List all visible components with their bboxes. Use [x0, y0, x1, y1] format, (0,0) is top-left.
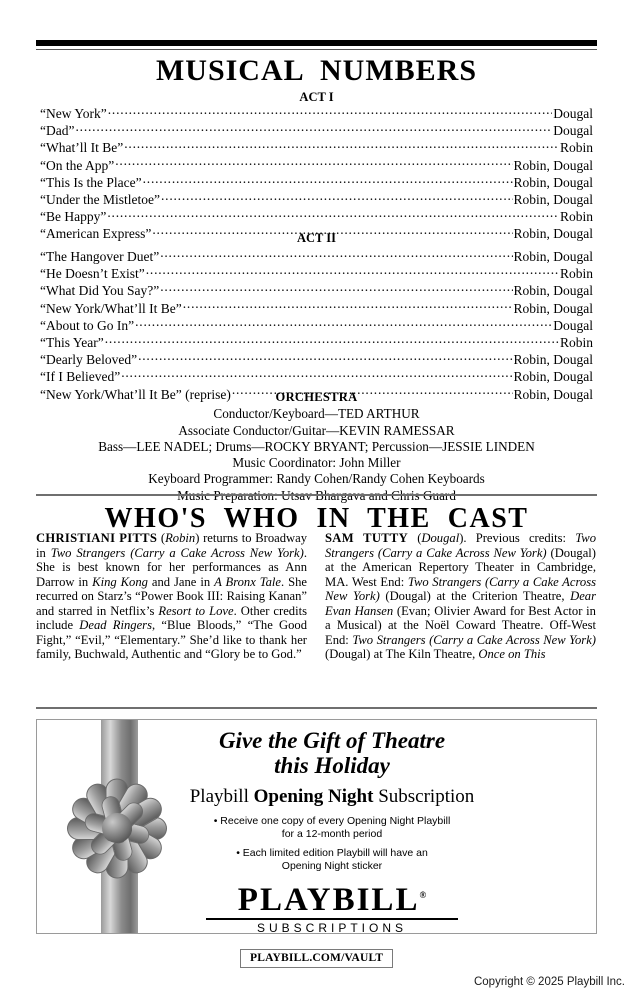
- orchestra-credit-line: Music Coordinator: John Miller: [232, 455, 401, 471]
- playbill-vault-link[interactable]: PLAYBILL.COM/VAULT: [240, 949, 393, 968]
- song-row: [40, 300, 593, 317]
- logo-underline: [206, 918, 458, 920]
- playbill-logo: [187, 878, 477, 917]
- song-row: [40, 248, 593, 265]
- dot-leader: [143, 174, 513, 187]
- ad-bullet-2-line-2: Opening Night sticker: [281, 859, 383, 872]
- dot-leader: [138, 351, 512, 364]
- dot-leader: [107, 208, 559, 221]
- song-performer: Robin: [559, 335, 593, 351]
- cast-bios: [36, 531, 597, 662]
- song-title: “On the App”: [40, 157, 115, 173]
- song-title: “This Year”: [40, 335, 104, 351]
- ad-sub-bold: Opening Night: [253, 786, 374, 807]
- song-performer: Dougal: [553, 106, 593, 121]
- ad-bullet-2: [187, 847, 477, 872]
- dot-leader: [121, 368, 512, 381]
- song-title: “What Did You Say?”: [40, 283, 160, 299]
- section-divider-bottom: [36, 707, 597, 709]
- song-title: “New York/What’ll It Be”: [40, 300, 182, 316]
- bow-center: [102, 813, 132, 843]
- dot-leader: [105, 334, 559, 347]
- song-title: “Dad”: [40, 123, 75, 139]
- ad-copy: [187, 728, 477, 934]
- song-title: “The Hangover Duet”: [40, 249, 160, 264]
- ad-bullet-1: [187, 815, 477, 840]
- song-title: “If I Believed”: [40, 369, 121, 385]
- cast-bio-sam-tutty: SAM TUTTY (Dougal). Previous credits: Two Strangers (Carry a Cake Across New York) (Dougal) at the American Repertory Theater in Cambridge, MA. West End: Two Strangers (Carry a Cake Across New York) (Dougal) at the Criterion Theatre, Dear Evan Hansen (Evan; Olivier Award for Best Actor in a Musical) at the Noël Coward Theatre. Off-West End: Two Strangers (Carry a Cake Across New York) (Dougal) at The Kiln Theatre, Once on This: [325, 531, 597, 662]
- song-row: [40, 351, 593, 368]
- dot-leader: [75, 122, 552, 135]
- ad-bullet-1-line-2: for a 12-month period: [281, 827, 383, 840]
- ad-subheadline: [187, 785, 477, 809]
- ad-bullet-2-line-1: • Each limited edition Playbill will have an: [236, 847, 428, 860]
- page-title-musical-numbers: MUSICAL NUMBERS: [155, 54, 478, 87]
- song-title: “Under the Mistletoe”: [40, 192, 160, 208]
- song-row: [40, 368, 593, 385]
- orchestra-credit-line: Conductor/Keyboard—TED ARTHUR: [213, 406, 420, 422]
- act-1-heading: ACT I: [299, 90, 334, 104]
- song-row: [40, 139, 593, 156]
- dot-leader: [160, 282, 512, 295]
- orchestra-credit-line: Bass—LEE NADEL; Drums—ROCKY BRYANT; Percussion—JESSIE LINDEN: [98, 438, 535, 454]
- act-2-heading: ACT II: [296, 231, 337, 245]
- song-row: [40, 191, 593, 208]
- dot-leader: [108, 105, 553, 118]
- song-row: [40, 208, 593, 225]
- song-performer: Robin, Dougal: [513, 352, 593, 368]
- orchestra-heading: ORCHESTRA: [275, 390, 358, 404]
- song-title: “He Doesn’t Exist”: [40, 266, 145, 282]
- song-performer: Robin, Dougal: [513, 226, 593, 242]
- song-performer: Robin: [559, 209, 593, 225]
- song-performer: Robin, Dougal: [513, 157, 593, 173]
- song-row: [40, 105, 593, 122]
- dot-leader: [124, 139, 559, 152]
- playbill-subscription-ad[interactable]: [36, 719, 597, 934]
- song-title: “What’ll It Be”: [40, 140, 124, 156]
- ad-bullet-1-line-1: • Receive one copy of every Opening Night Playbill: [213, 815, 451, 827]
- page-title-whos-who: WHO'S WHO IN THE CAST: [104, 503, 529, 534]
- song-performer: Dougal: [553, 317, 593, 333]
- song-title: “Be Happy”: [40, 209, 107, 225]
- dot-leader: [135, 317, 552, 330]
- song-performer: Robin, Dougal: [513, 174, 593, 190]
- song-performer: Robin, Dougal: [513, 300, 593, 316]
- song-row: [40, 317, 593, 334]
- song-title: “About to Go In”: [40, 317, 135, 333]
- ad-headline-line-1: Give the Gift of Theatre: [218, 728, 446, 753]
- dot-leader: [183, 300, 513, 313]
- song-row: [40, 265, 593, 282]
- song-performer: Robin, Dougal: [513, 192, 593, 208]
- song-title: “Dearly Beloved”: [40, 352, 138, 368]
- song-performer: Robin, Dougal: [513, 283, 593, 299]
- top-rule-thin: [36, 49, 597, 50]
- cast-bio-christiani-pitts: CHRISTIANI PITTS (Robin) returns to Broadway in Two Strangers (Carry a Cake Across New York). She is best known for her performances as Ann Darrow in King Kong and Jane in A Bronx Tale. She recurred on Starz’s “Power Book III: Raising Kanan” and starred in Netflix’s Resort to Love. Other credits include Dead Ringers, “Blue Bloods,” “The Good Fight,” “Evil,” “Elementary.” She’d like to thank her family, Buchwald, Authentic and “Glory be to God.”: [36, 531, 308, 662]
- ad-sub-suffix: Subscription: [373, 786, 475, 807]
- song-performer: Robin, Dougal: [513, 369, 593, 385]
- dot-leader: [161, 191, 513, 204]
- song-performer: Robin: [559, 140, 593, 156]
- song-performer: Robin, Dougal: [513, 386, 593, 402]
- song-row: [40, 174, 593, 191]
- subscriptions-word: SUBSCRIPTIONS: [256, 921, 407, 934]
- gift-bow-icon: [53, 768, 181, 888]
- song-performer: Robin: [559, 266, 593, 282]
- song-title: “New York/What’ll It Be” (reprise): [40, 386, 231, 402]
- song-row: [40, 157, 593, 174]
- song-performer: Dougal: [553, 123, 593, 139]
- song-row: [40, 122, 593, 139]
- copyright-notice: Copyright © 2025 Playbill Inc.: [473, 976, 625, 988]
- song-title: “New York”: [40, 106, 107, 121]
- orchestra-credit-line: Keyboard Programmer: Randy Cohen/Randy Cohen Keyboards: [148, 471, 485, 487]
- section-divider-top: [36, 494, 597, 496]
- registered-mark-icon: ®: [419, 890, 427, 901]
- song-performer: Robin, Dougal: [513, 249, 593, 264]
- act-2-song-list: [40, 248, 593, 403]
- song-title: “This Is the Place”: [40, 174, 142, 190]
- ad-headline-line-2: this Holiday: [274, 753, 390, 778]
- dot-leader: [115, 157, 512, 170]
- top-rule-thick: [36, 40, 597, 46]
- song-row: [40, 282, 593, 299]
- act-1-song-list: [40, 105, 593, 243]
- song-row: [40, 334, 593, 351]
- dot-leader: [160, 248, 512, 261]
- playbill-logo-text: PLAYBILL: [237, 882, 420, 919]
- orchestra-section: [36, 389, 597, 504]
- song-title: “American Express”: [40, 226, 152, 242]
- dot-leader: [146, 265, 559, 278]
- orchestra-credit-line: Associate Conductor/Guitar—KEVIN RAMESSAR: [178, 422, 455, 438]
- orchestra-credits: [36, 406, 597, 504]
- ad-sub-prefix: Playbill: [189, 786, 254, 807]
